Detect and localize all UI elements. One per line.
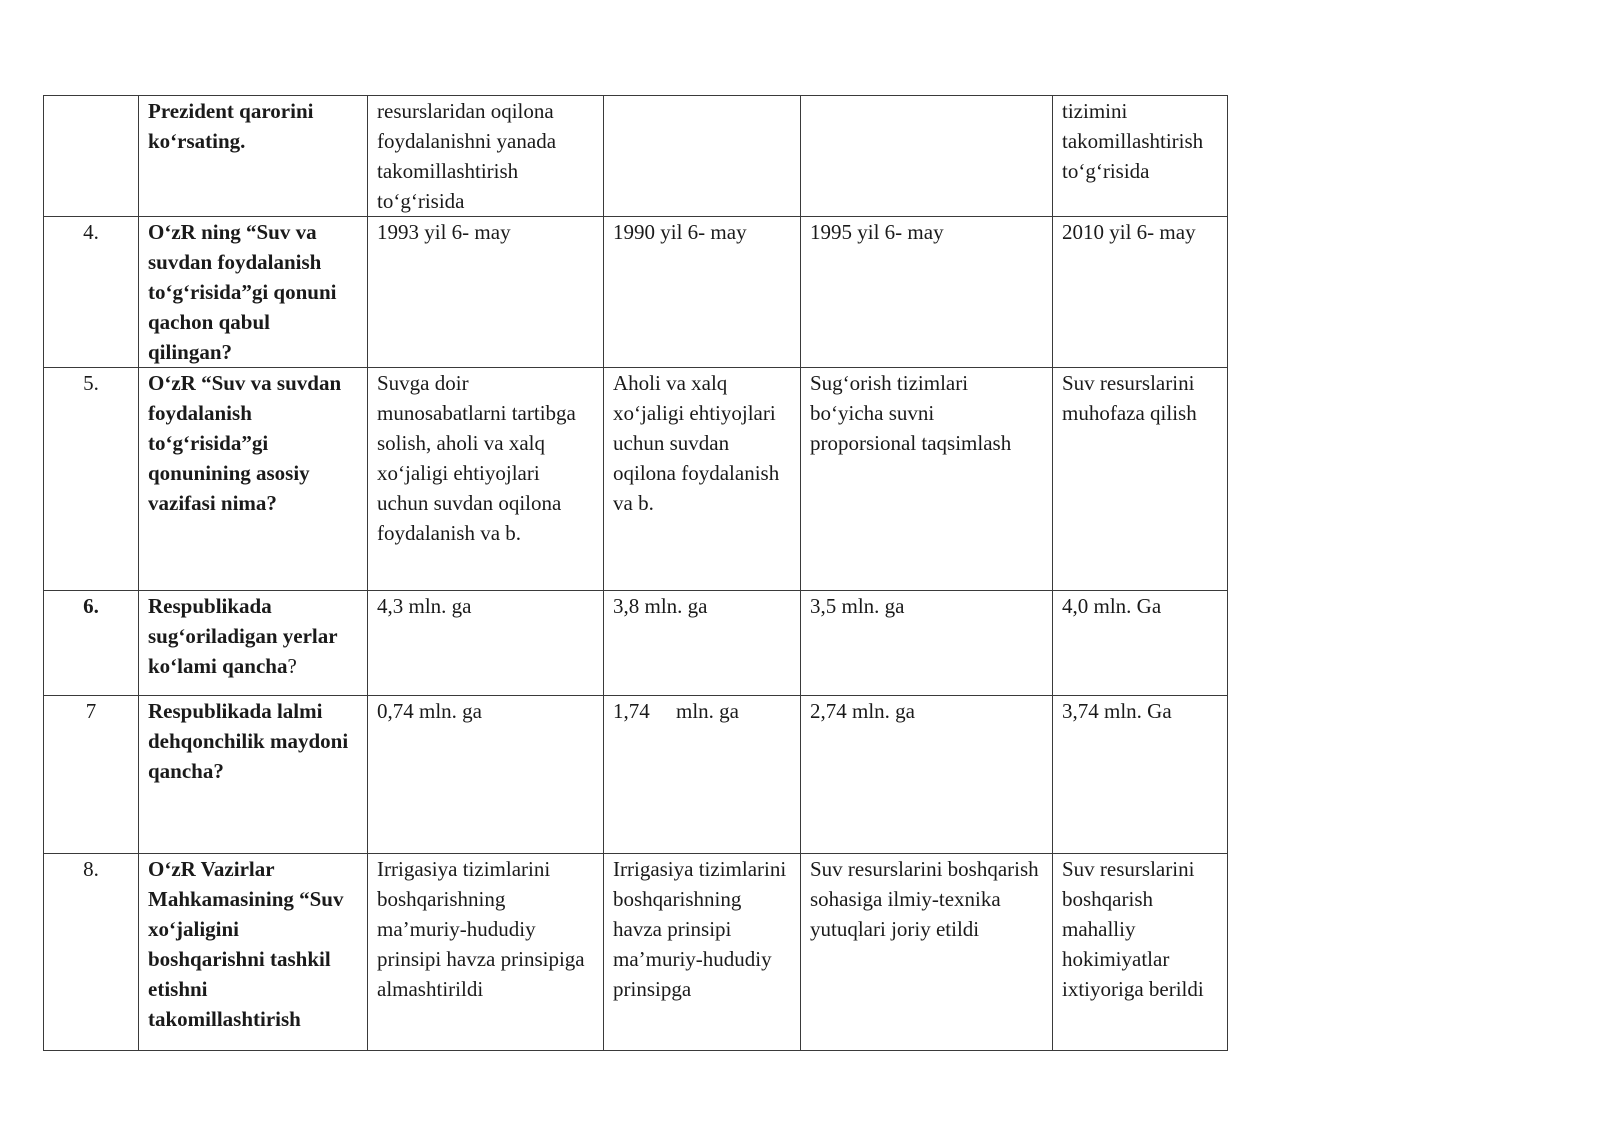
- answer-b: Aholi va xalq xo‘jaligi ehtiyojlari uchun suvdan oqilona foydalanish va b.: [604, 368, 801, 591]
- answer-a: 0,74 mln. ga: [368, 696, 604, 854]
- question-text: O‘zR ning “Suv va suvdan foydalanish to‘g‘risida”gi qonuni qachon qabul qilingan?: [139, 217, 368, 368]
- question-number: 8.: [44, 854, 139, 1051]
- answer-a: Irrigasiya tizimlarini boshqarishning ma’muriy-hududiy prinsipi havza prinsipiga almashtirildi: [368, 854, 604, 1051]
- question-text: O‘zR Vazirlar Mahkamasining “Suv xo‘jaligini boshqarishni tashkil etishni takomillashtirish: [139, 854, 368, 1051]
- answer-a: 1993 yil 6- may: [368, 217, 604, 368]
- question-text: Respublikada lalmi dehqonchilik maydoni qancha?: [139, 696, 368, 854]
- answer-c: 3,5 mln. ga: [801, 591, 1053, 696]
- table-row: [44, 854, 1228, 1051]
- answer-b: 1990 yil 6- may: [604, 217, 801, 368]
- table-row: [44, 217, 1228, 368]
- answer-b: Irrigasiya tizimlarini boshqarishning havza prinsipi ma’muriy-hududiy prinsipga: [604, 854, 801, 1051]
- answer-d: 3,74 mln. Ga: [1053, 696, 1228, 854]
- table-row: [44, 368, 1228, 591]
- table-row: [44, 96, 1228, 217]
- answer-d: tizimini takomillashtirish to‘g‘risida: [1053, 96, 1228, 217]
- answer-b: 1,74 mln. ga: [604, 696, 801, 854]
- answer-d: Suv resurslarini muhofaza qilish: [1053, 368, 1228, 591]
- question-text: Respublikada sug‘oriladigan yerlar ko‘lami qancha?: [139, 591, 368, 696]
- answer-d: 4,0 mln. Ga: [1053, 591, 1228, 696]
- question-number: [44, 96, 139, 217]
- answer-c: Sug‘orish tizimlari bo‘yicha suvni proporsional taqsimlash: [801, 368, 1053, 591]
- question-text: Prezident qarorini ko‘rsating.: [139, 96, 368, 217]
- answer-d: Suv resurslarini boshqarish mahalliy hokimiyatlar ixtiyoriga berildi: [1053, 854, 1228, 1051]
- table-row: [44, 591, 1228, 696]
- answer-c: 2,74 mln. ga: [801, 696, 1053, 854]
- answer-d: 2010 yil 6- may: [1053, 217, 1228, 368]
- question-number: 4.: [44, 217, 139, 368]
- question-number: 7: [44, 696, 139, 854]
- answer-c: 1995 yil 6- may: [801, 217, 1053, 368]
- answer-c: Suv resurslarini boshqarish sohasiga ilmiy-texnika yutuqlari joriy etildi: [801, 854, 1053, 1051]
- answer-b: [604, 96, 801, 217]
- question-number: 6.: [44, 591, 139, 696]
- answer-a: resurslaridan oqilona foydalanishni yanada takomillashtirish to‘g‘risida: [368, 96, 604, 217]
- answer-a: Suvga doir munosabatlarni tartibga solish, aholi va xalq xo‘jaligi ehtiyojlari uchun suvdan oqilona foydalanish va b.: [368, 368, 604, 591]
- answer-c: [801, 96, 1053, 217]
- table-row: [44, 696, 1228, 854]
- answer-a: 4,3 mln. ga: [368, 591, 604, 696]
- question-number: 5.: [44, 368, 139, 591]
- question-text: O‘zR “Suv va suvdan foydalanish to‘g‘risida”gi qonunining asosiy vazifasi nima?: [139, 368, 368, 591]
- quiz-table: [43, 95, 1228, 1051]
- answer-b: 3,8 mln. ga: [604, 591, 801, 696]
